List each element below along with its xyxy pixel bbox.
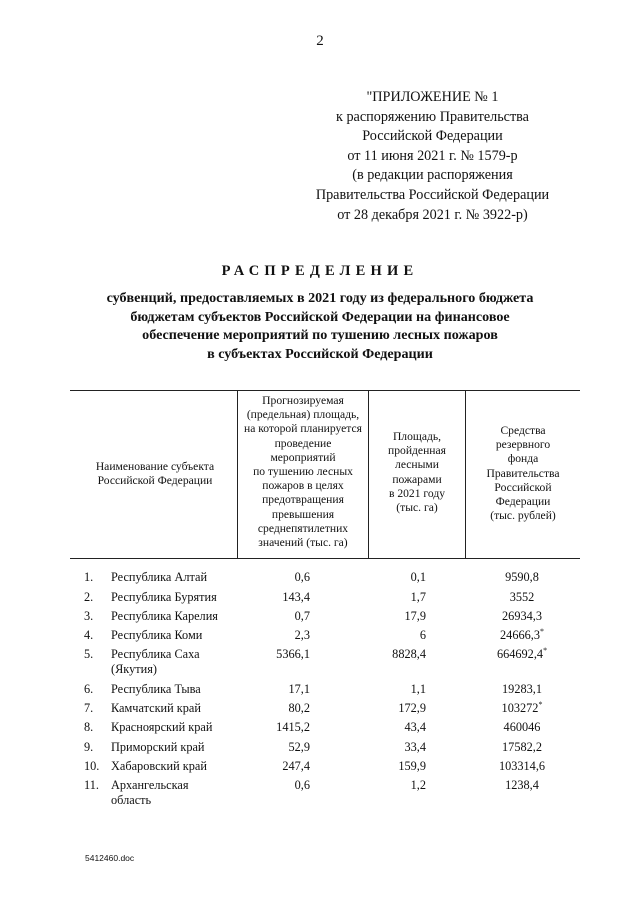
reserve-fund-value bbox=[480, 590, 564, 605]
funds-amount: 103272 bbox=[501, 701, 539, 715]
header-line: в 2021 году bbox=[388, 486, 446, 500]
header-line: предотвращения bbox=[262, 493, 344, 507]
footnote-mark: * bbox=[539, 627, 544, 636]
header-line: среднепятилетних bbox=[257, 521, 349, 535]
burned-area-value: 17,9 bbox=[404, 609, 426, 623]
subtitle-line: субвенций, предоставляемых в 2021 году из федерального бюджета bbox=[106, 290, 534, 306]
footnote-mark: * bbox=[538, 700, 543, 709]
header-line: пожарами bbox=[392, 472, 442, 486]
footnote-mark: * bbox=[543, 646, 548, 655]
subtitle-line: в субъектах Российской Федерации bbox=[207, 345, 433, 362]
reserve-fund-value bbox=[480, 759, 564, 774]
subject-name bbox=[111, 647, 251, 676]
subject-name: Республика Коми bbox=[111, 628, 203, 642]
planned-area-value: 2,3 bbox=[294, 628, 310, 642]
header-line: фонда bbox=[507, 452, 539, 466]
funds-amount: 460046 bbox=[503, 720, 541, 734]
planned-area-value: 143,4 bbox=[282, 590, 310, 604]
funds-amount: 19283,1 bbox=[502, 682, 542, 696]
subject-name: Республика Карелия bbox=[111, 609, 218, 623]
row-number: 8. bbox=[84, 720, 94, 734]
header-line: на которой планируется bbox=[243, 422, 362, 436]
row-number: 5. bbox=[84, 647, 94, 661]
row-number: 6. bbox=[84, 682, 94, 696]
subject-name-line: (Якутия) bbox=[111, 661, 157, 676]
planned-area-value: 52,9 bbox=[288, 740, 310, 754]
document-title: РАСПРЕДЕЛЕНИЕ bbox=[221, 263, 419, 279]
header-line: Прогнозируемая bbox=[262, 394, 344, 407]
reserve-fund-value bbox=[480, 720, 564, 735]
planned-area-value: 0,6 bbox=[294, 778, 310, 792]
subject-name: Приморский край bbox=[111, 740, 205, 754]
header-line: Российской bbox=[494, 480, 552, 494]
header-line: (тыс. га) bbox=[396, 501, 438, 515]
appendix-line: от 11 июня 2021 г. № 1579-р bbox=[347, 147, 518, 164]
row-number: 10. bbox=[84, 759, 100, 773]
subject-name-line: Республика Саха bbox=[111, 647, 200, 661]
appendix-line: "ПРИЛОЖЕНИЕ № 1 bbox=[366, 89, 499, 105]
table-top-rule bbox=[70, 390, 580, 391]
funds-amount: 3552 bbox=[509, 590, 535, 604]
header-line: Площадь, bbox=[392, 430, 442, 443]
burned-area-value: 8828,4 bbox=[392, 647, 426, 661]
header-burned-area bbox=[369, 430, 465, 515]
table-header-bottom-rule bbox=[70, 558, 580, 559]
subject-name: Камчатский край bbox=[111, 701, 201, 715]
burned-area-value: 1,2 bbox=[410, 778, 426, 792]
reserve-fund-value bbox=[480, 628, 564, 643]
appendix-line: (в редакции распоряжения bbox=[352, 167, 513, 184]
document-file-code: 5412460.doc bbox=[85, 853, 135, 863]
appendix-line: Правительства Российской Федерации bbox=[315, 186, 550, 203]
planned-area-value: 17,1 bbox=[288, 682, 310, 696]
subject-name: Хабаровский край bbox=[111, 759, 207, 773]
appendix-line: Российской Федерации bbox=[362, 128, 503, 145]
header-line: (предельная) площадь, bbox=[246, 408, 360, 422]
row-number: 1. bbox=[84, 570, 94, 584]
header-reserve-fund bbox=[466, 424, 580, 523]
burned-area-value: 172,9 bbox=[398, 701, 426, 715]
planned-area-value: 0,6 bbox=[294, 570, 310, 584]
header-line: мероприятий bbox=[270, 450, 336, 464]
header-subject bbox=[76, 460, 234, 488]
subject-name: Красноярский край bbox=[111, 720, 213, 734]
planned-area-value: 247,4 bbox=[282, 759, 310, 773]
reserve-fund-value bbox=[480, 570, 564, 585]
funds-amount: 103314,6 bbox=[498, 759, 546, 773]
row-number: 11. bbox=[84, 778, 99, 792]
funds-amount: 17582,2 bbox=[502, 740, 542, 754]
reserve-fund-value bbox=[480, 740, 564, 755]
burned-area-value: 6 bbox=[419, 628, 426, 642]
page-number: 2 bbox=[316, 33, 324, 49]
row-number: 4. bbox=[84, 628, 94, 642]
subtitle-line: обеспечение мероприятий по тушению лесных пожаров bbox=[142, 327, 498, 343]
header-line: по тушению лесных bbox=[253, 465, 353, 479]
funds-amount: 9590,8 bbox=[505, 570, 539, 584]
header-line: Правительства bbox=[486, 466, 560, 480]
planned-area-value: 5366,1 bbox=[276, 647, 310, 661]
burned-area-value: 33,4 bbox=[404, 740, 426, 754]
header-line: лесными bbox=[395, 458, 439, 472]
header-line: Средства bbox=[500, 424, 546, 437]
document-subtitle bbox=[60, 289, 580, 363]
planned-area-value: 0,7 bbox=[294, 609, 310, 623]
header-line: пройденная bbox=[388, 444, 446, 458]
funds-amount: 24666,3 bbox=[500, 628, 540, 642]
header-line: Наименование субъекта bbox=[95, 460, 215, 473]
subject-name: Республика Тыва bbox=[111, 682, 201, 696]
funds-amount: 26934,3 bbox=[502, 609, 542, 623]
subtitle-line: бюджетам субъектов Российской Федерации на финансовое bbox=[130, 308, 510, 325]
planned-area-value: 80,2 bbox=[288, 701, 310, 715]
row-number: 9. bbox=[84, 740, 94, 754]
header-line: проведение bbox=[274, 436, 332, 450]
header-line: Российской Федерации bbox=[97, 474, 213, 488]
planned-area-value: 1415,2 bbox=[276, 720, 310, 734]
row-number: 2. bbox=[84, 590, 94, 604]
funds-amount: 1238,4 bbox=[505, 778, 539, 792]
burned-area-value: 1,1 bbox=[410, 682, 426, 696]
appendix-line: от 28 декабря 2021 г. № 3922-р) bbox=[337, 206, 528, 223]
header-line: (тыс. рублей) bbox=[490, 509, 556, 523]
row-number: 7. bbox=[84, 701, 94, 715]
subject-name: Республика Алтай bbox=[111, 570, 208, 584]
subject-name bbox=[111, 778, 251, 807]
burned-area-value: 159,9 bbox=[398, 759, 426, 773]
subject-name-line: Архангельская bbox=[111, 778, 189, 792]
appendix-line: к распоряжению Правительства bbox=[336, 108, 529, 125]
burned-area-value: 43,4 bbox=[404, 720, 426, 734]
header-line: резервного bbox=[495, 438, 551, 452]
reserve-fund-value bbox=[480, 682, 564, 697]
appendix-header bbox=[295, 88, 570, 225]
funds-amount: 664692,4 bbox=[496, 647, 544, 661]
reserve-fund-value bbox=[480, 609, 564, 624]
reserve-fund-value bbox=[480, 778, 564, 793]
row-number: 3. bbox=[84, 609, 94, 623]
burned-area-value: 1,7 bbox=[410, 590, 426, 604]
subject-name-line: область bbox=[111, 792, 152, 807]
reserve-fund-value bbox=[480, 647, 564, 662]
reserve-fund-value bbox=[480, 701, 564, 716]
header-line: значений (тыс. га) bbox=[258, 536, 348, 550]
header-planned-area bbox=[238, 394, 368, 550]
burned-area-value: 0,1 bbox=[410, 570, 426, 584]
header-line: превышения bbox=[271, 507, 335, 521]
header-line: Федерации bbox=[495, 495, 551, 509]
subject-name: Республика Бурятия bbox=[111, 590, 217, 604]
header-line: пожаров в целях bbox=[262, 479, 344, 493]
